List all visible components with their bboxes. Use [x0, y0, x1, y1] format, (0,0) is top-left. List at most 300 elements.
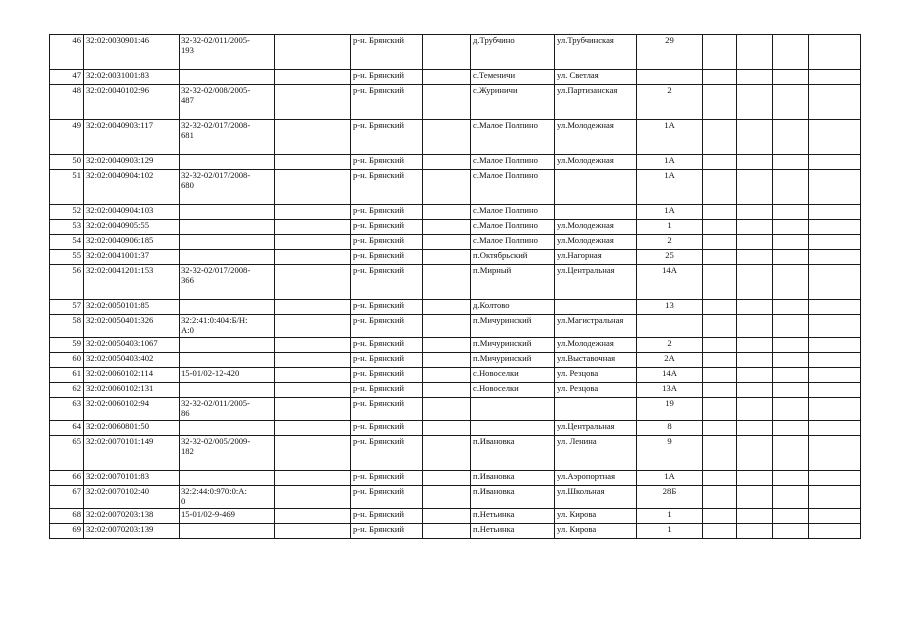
row-number: 56 — [50, 265, 84, 300]
registration-number-line1: 32-32-02/017/2008- — [181, 170, 251, 180]
cadastral-number: 32:02:0040102:96 — [84, 85, 180, 120]
empty-cell — [703, 398, 737, 421]
table-row — [50, 70, 861, 85]
street-cell: ул.Молодежная — [555, 220, 637, 235]
empty-cell — [423, 300, 471, 315]
empty-cell — [809, 353, 861, 368]
empty-cell — [275, 509, 351, 524]
row-number: 66 — [50, 471, 84, 486]
registration-number-line1: 32:2:44:0:970:0:А: — [181, 486, 247, 496]
street-cell: ул.Центральная — [555, 421, 637, 436]
registration-number — [180, 398, 275, 421]
settlement-cell: п.Мичуринский — [471, 315, 555, 338]
street-cell — [555, 205, 637, 220]
settlement-cell: п.Мичуринский — [471, 353, 555, 368]
table-row — [50, 85, 861, 120]
district-cell: р-н. Брянский — [351, 471, 423, 486]
empty-cell — [703, 170, 737, 205]
cadastral-number: 32:02:0050403:1067 — [84, 338, 180, 353]
house-number: 2 — [637, 235, 703, 250]
street-cell: ул.Молодежная — [555, 338, 637, 353]
house-number — [637, 70, 703, 85]
row-number: 59 — [50, 338, 84, 353]
district-cell: р-н. Брянский — [351, 398, 423, 421]
street-cell: ул.Центральная — [555, 265, 637, 300]
street-cell: ул. Кирова — [555, 524, 637, 539]
district-cell: р-н. Брянский — [351, 436, 423, 471]
empty-cell — [737, 383, 773, 398]
empty-cell — [275, 85, 351, 120]
empty-cell — [703, 70, 737, 85]
settlement-cell: п.Ивановка — [471, 486, 555, 509]
house-number: 8 — [637, 421, 703, 436]
house-number: 14А — [637, 265, 703, 300]
registration-number — [180, 315, 275, 338]
district-cell: р-н. Брянский — [351, 35, 423, 70]
empty-cell — [703, 436, 737, 471]
street-cell: ул.Трубчинская — [555, 35, 637, 70]
settlement-cell: п.Октябрьский — [471, 250, 555, 265]
district-cell: р-н. Брянский — [351, 368, 423, 383]
district-cell: р-н. Брянский — [351, 120, 423, 155]
empty-cell — [773, 250, 809, 265]
row-number: 53 — [50, 220, 84, 235]
registration-number — [180, 85, 275, 120]
table-row — [50, 265, 861, 300]
empty-cell — [275, 265, 351, 300]
empty-cell — [423, 120, 471, 155]
district-cell: р-н. Брянский — [351, 524, 423, 539]
empty-cell — [737, 155, 773, 170]
row-number: 67 — [50, 486, 84, 509]
row-number: 68 — [50, 509, 84, 524]
empty-cell — [275, 486, 351, 509]
cadastral-number: 32:02:0050101:85 — [84, 300, 180, 315]
empty-cell — [737, 421, 773, 436]
empty-cell — [423, 250, 471, 265]
row-number: 69 — [50, 524, 84, 539]
house-number: 25 — [637, 250, 703, 265]
cadastral-number: 32:02:0070102:40 — [84, 486, 180, 509]
registration-number-line2: 487 — [181, 95, 194, 105]
cadastral-number: 32:02:0040905:55 — [84, 220, 180, 235]
registration-number — [180, 35, 275, 70]
cadastral-number: 32:02:0070101:83 — [84, 471, 180, 486]
registration-number-line2: 681 — [181, 130, 194, 140]
registration-number — [180, 120, 275, 155]
street-cell: ул.Молодежная — [555, 235, 637, 250]
street-cell: ул.Магистральная — [555, 315, 637, 338]
empty-cell — [275, 471, 351, 486]
cadastral-number: 32:02:0070203:138 — [84, 509, 180, 524]
table-row — [50, 471, 861, 486]
empty-cell — [737, 70, 773, 85]
table-row — [50, 368, 861, 383]
empty-cell — [809, 398, 861, 421]
settlement-cell — [471, 421, 555, 436]
empty-cell — [703, 250, 737, 265]
district-cell: р-н. Брянский — [351, 70, 423, 85]
registration-number — [180, 205, 275, 220]
empty-cell — [275, 170, 351, 205]
cadastral-number: 32:02:0030901:46 — [84, 35, 180, 70]
empty-cell — [737, 235, 773, 250]
table-row — [50, 300, 861, 315]
empty-cell — [423, 315, 471, 338]
empty-cell — [423, 338, 471, 353]
registry-table — [49, 34, 861, 539]
row-number: 47 — [50, 70, 84, 85]
empty-cell — [773, 300, 809, 315]
district-cell: р-н. Брянский — [351, 421, 423, 436]
empty-cell — [703, 220, 737, 235]
registration-number — [180, 524, 275, 539]
empty-cell — [275, 205, 351, 220]
street-cell: ул.Аэропортная — [555, 471, 637, 486]
registration-number — [180, 421, 275, 436]
district-cell: р-н. Брянский — [351, 300, 423, 315]
table-row — [50, 205, 861, 220]
empty-cell — [737, 353, 773, 368]
empty-cell — [703, 35, 737, 70]
empty-cell — [737, 170, 773, 205]
settlement-cell: с.Малое Полпино — [471, 120, 555, 155]
empty-cell — [423, 235, 471, 250]
street-cell: ул. Резцова — [555, 383, 637, 398]
registration-number-line2: 193 — [181, 45, 194, 55]
row-number: 52 — [50, 205, 84, 220]
empty-cell — [703, 205, 737, 220]
empty-cell — [773, 85, 809, 120]
empty-cell — [423, 85, 471, 120]
cadastral-number: 32:02:0070203:139 — [84, 524, 180, 539]
district-cell: р-н. Брянский — [351, 235, 423, 250]
registration-number-line2: 366 — [181, 275, 194, 285]
empty-cell — [275, 120, 351, 155]
empty-cell — [275, 315, 351, 338]
cadastral-number: 32:02:0070101:149 — [84, 436, 180, 471]
registration-number-line1: 15-01/02-9-469 — [181, 509, 235, 519]
empty-cell — [737, 471, 773, 486]
table-row — [50, 486, 861, 509]
empty-cell — [423, 524, 471, 539]
empty-cell — [773, 265, 809, 300]
table-row — [50, 421, 861, 436]
empty-cell — [703, 85, 737, 120]
empty-cell — [809, 205, 861, 220]
cadastral-number: 32:02:0041001:37 — [84, 250, 180, 265]
empty-cell — [773, 524, 809, 539]
house-number: 1А — [637, 205, 703, 220]
empty-cell — [809, 315, 861, 338]
registration-number-line1: 32:2:41:0:404:Б/Н: — [181, 315, 248, 325]
registration-number-line1: 15-01/02-12-420 — [181, 368, 240, 378]
table-row — [50, 235, 861, 250]
empty-cell — [773, 35, 809, 70]
empty-cell — [809, 471, 861, 486]
house-number: 1А — [637, 155, 703, 170]
settlement-cell: с.Малое Полпино — [471, 205, 555, 220]
registration-number — [180, 486, 275, 509]
registration-number — [180, 220, 275, 235]
street-cell — [555, 170, 637, 205]
cadastral-number: 32:02:0060801:50 — [84, 421, 180, 436]
empty-cell — [809, 120, 861, 155]
row-number: 50 — [50, 155, 84, 170]
district-cell: р-н. Брянский — [351, 170, 423, 205]
empty-cell — [773, 315, 809, 338]
house-number: 9 — [637, 436, 703, 471]
settlement-cell: с.Малое Полпино — [471, 170, 555, 205]
district-cell: р-н. Брянский — [351, 155, 423, 170]
empty-cell — [423, 436, 471, 471]
empty-cell — [423, 35, 471, 70]
settlement-cell: с.Новоселки — [471, 383, 555, 398]
registration-number — [180, 70, 275, 85]
empty-cell — [703, 509, 737, 524]
empty-cell — [737, 368, 773, 383]
row-number: 49 — [50, 120, 84, 155]
district-cell: р-н. Брянский — [351, 486, 423, 509]
empty-cell — [773, 398, 809, 421]
empty-cell — [773, 70, 809, 85]
street-cell: ул. Светлая — [555, 70, 637, 85]
row-number: 54 — [50, 235, 84, 250]
empty-cell — [703, 155, 737, 170]
settlement-cell: с.Малое Полпино — [471, 155, 555, 170]
table-row — [50, 338, 861, 353]
empty-cell — [809, 235, 861, 250]
table-row — [50, 155, 861, 170]
house-number: 1А — [637, 471, 703, 486]
empty-cell — [737, 524, 773, 539]
registration-number-line1: 32-32-02/008/2005- — [181, 85, 251, 95]
empty-cell — [809, 170, 861, 205]
empty-cell — [737, 220, 773, 235]
empty-cell — [737, 35, 773, 70]
settlement-cell: с.Журиничи — [471, 85, 555, 120]
district-cell: р-н. Брянский — [351, 315, 423, 338]
empty-cell — [275, 235, 351, 250]
table-row — [50, 220, 861, 235]
registration-number — [180, 338, 275, 353]
settlement-cell: п.Нетьинка — [471, 524, 555, 539]
empty-cell — [809, 155, 861, 170]
registration-number — [180, 300, 275, 315]
empty-cell — [275, 35, 351, 70]
row-number: 60 — [50, 353, 84, 368]
empty-cell — [703, 368, 737, 383]
empty-cell — [703, 265, 737, 300]
settlement-cell: п.Нетьинка — [471, 509, 555, 524]
house-number: 1 — [637, 524, 703, 539]
row-number: 65 — [50, 436, 84, 471]
empty-cell — [275, 398, 351, 421]
empty-cell — [809, 421, 861, 436]
house-number: 1 — [637, 509, 703, 524]
empty-cell — [737, 486, 773, 509]
settlement-cell: п.Мичуринский — [471, 338, 555, 353]
empty-cell — [773, 421, 809, 436]
street-cell — [555, 300, 637, 315]
empty-cell — [737, 120, 773, 155]
empty-cell — [703, 353, 737, 368]
empty-cell — [773, 436, 809, 471]
house-number: 29 — [637, 35, 703, 70]
cadastral-number: 32:02:0050401:326 — [84, 315, 180, 338]
settlement-cell: д.Колтово — [471, 300, 555, 315]
empty-cell — [275, 70, 351, 85]
street-cell: ул. Резцова — [555, 368, 637, 383]
settlement-cell: д.Трубчино — [471, 35, 555, 70]
registration-number — [180, 353, 275, 368]
district-cell: р-н. Брянский — [351, 220, 423, 235]
empty-cell — [773, 155, 809, 170]
empty-cell — [275, 368, 351, 383]
row-number: 58 — [50, 315, 84, 338]
table-row — [50, 35, 861, 70]
registration-number — [180, 383, 275, 398]
empty-cell — [809, 486, 861, 509]
table-body — [50, 35, 861, 539]
table-row — [50, 524, 861, 539]
row-number: 62 — [50, 383, 84, 398]
settlement-cell: с.Новоселки — [471, 368, 555, 383]
empty-cell — [809, 383, 861, 398]
row-number: 57 — [50, 300, 84, 315]
empty-cell — [809, 436, 861, 471]
street-cell: ул. Ленина — [555, 436, 637, 471]
empty-cell — [703, 524, 737, 539]
table-row — [50, 353, 861, 368]
district-cell: р-н. Брянский — [351, 265, 423, 300]
empty-cell — [423, 70, 471, 85]
row-number: 46 — [50, 35, 84, 70]
settlement-cell: с.Малое Полпино — [471, 220, 555, 235]
empty-cell — [703, 315, 737, 338]
district-cell: р-н. Брянский — [351, 338, 423, 353]
empty-cell — [703, 486, 737, 509]
cadastral-number: 32:02:0040904:102 — [84, 170, 180, 205]
cadastral-number: 32:02:0040903:117 — [84, 120, 180, 155]
empty-cell — [275, 338, 351, 353]
registration-number-line2: 86 — [181, 408, 190, 418]
empty-cell — [773, 220, 809, 235]
street-cell: ул.Нагорная — [555, 250, 637, 265]
street-cell: ул. Кирова — [555, 509, 637, 524]
row-number: 64 — [50, 421, 84, 436]
table-row — [50, 315, 861, 338]
district-cell: р-н. Брянский — [351, 205, 423, 220]
house-number: 13 — [637, 300, 703, 315]
empty-cell — [773, 509, 809, 524]
empty-cell — [773, 170, 809, 205]
empty-cell — [809, 524, 861, 539]
empty-cell — [809, 300, 861, 315]
registration-number-line2: 182 — [181, 446, 194, 456]
empty-cell — [423, 368, 471, 383]
empty-cell — [423, 383, 471, 398]
empty-cell — [773, 383, 809, 398]
registration-number — [180, 509, 275, 524]
registration-number-line2: А:0 — [181, 325, 194, 335]
cadastral-number: 32:02:0040903:129 — [84, 155, 180, 170]
empty-cell — [809, 220, 861, 235]
empty-cell — [275, 421, 351, 436]
registration-number — [180, 436, 275, 471]
empty-cell — [703, 421, 737, 436]
empty-cell — [423, 170, 471, 205]
empty-cell — [423, 421, 471, 436]
registration-number — [180, 265, 275, 300]
district-cell: р-н. Брянский — [351, 509, 423, 524]
empty-cell — [737, 250, 773, 265]
settlement-cell: п.Ивановка — [471, 471, 555, 486]
empty-cell — [809, 338, 861, 353]
empty-cell — [773, 368, 809, 383]
registration-number — [180, 368, 275, 383]
house-number: 1 — [637, 220, 703, 235]
registration-number-line1: 32-32-02/011/2005- — [181, 35, 250, 45]
empty-cell — [737, 436, 773, 471]
empty-cell — [737, 315, 773, 338]
settlement-cell: с.Малое Полпино — [471, 235, 555, 250]
empty-cell — [809, 85, 861, 120]
settlement-cell — [471, 398, 555, 421]
empty-cell — [423, 486, 471, 509]
table-row — [50, 120, 861, 155]
table-row — [50, 436, 861, 471]
empty-cell — [737, 398, 773, 421]
empty-cell — [809, 70, 861, 85]
street-cell: ул.Партизанская — [555, 85, 637, 120]
empty-cell — [773, 205, 809, 220]
empty-cell — [275, 300, 351, 315]
house-number: 28Б — [637, 486, 703, 509]
empty-cell — [809, 250, 861, 265]
cadastral-number: 32:02:0060102:131 — [84, 383, 180, 398]
house-number: 19 — [637, 398, 703, 421]
empty-cell — [809, 509, 861, 524]
table-row — [50, 170, 861, 205]
empty-cell — [275, 155, 351, 170]
empty-cell — [809, 368, 861, 383]
empty-cell — [773, 486, 809, 509]
table-row — [50, 383, 861, 398]
registration-number — [180, 471, 275, 486]
registration-number — [180, 170, 275, 205]
settlement-cell: п.Ивановка — [471, 436, 555, 471]
empty-cell — [703, 471, 737, 486]
house-number: 1А — [637, 120, 703, 155]
house-number: 13А — [637, 383, 703, 398]
street-cell: ул.Школьная — [555, 486, 637, 509]
row-number: 51 — [50, 170, 84, 205]
empty-cell — [773, 338, 809, 353]
registration-number-line1: 32-32-02/005/2009- — [181, 436, 251, 446]
registration-number-line2: 680 — [181, 180, 194, 190]
empty-cell — [423, 265, 471, 300]
cadastral-number: 32:02:0040904:103 — [84, 205, 180, 220]
empty-cell — [773, 471, 809, 486]
house-number: 1А — [637, 170, 703, 205]
empty-cell — [423, 205, 471, 220]
house-number: 14А — [637, 368, 703, 383]
empty-cell — [423, 471, 471, 486]
empty-cell — [737, 509, 773, 524]
district-cell: р-н. Брянский — [351, 85, 423, 120]
empty-cell — [423, 509, 471, 524]
